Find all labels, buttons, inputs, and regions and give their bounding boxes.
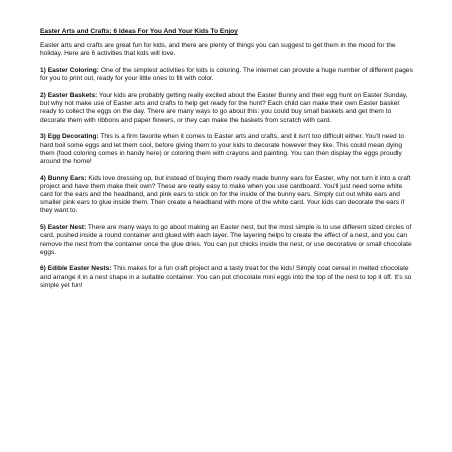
section-heading: 6) Edible Easter Nests: <box>40 265 112 273</box>
section-heading: 2) Easter Baskets: <box>40 92 98 100</box>
section-text: This makes for a fun craft project and a tasty treat for the kids! Simply coat cereal in melted chocolate and arrange it in a nest shape in a suitable container. You can put chocolate mini eggs into the top of the nest to top it off. It's so simple yet fun! <box>40 265 412 289</box>
section-easter-baskets <box>40 92 414 125</box>
document-title: Easter Arts and Crafts: 6 Ideas For You And Your Kids To Enjoy <box>40 28 238 35</box>
section-text: This is a firm favorite when it comes to Easter arts and crafts, and it isn't too difficult either. You'll need to hard boil some eggs and let them cool, before giving them to your kids to decorate however they like. This could mean dying them (food coloring comes in handy here) or coloring them with crayons and painting. You can then display the eggs proudly around the home! <box>40 133 404 165</box>
section-heading: 3) Egg Decorating: <box>40 133 99 141</box>
section-easter-nest <box>40 224 414 257</box>
section-text: Kids love dressing up, but instead of buying them ready made bunny ears for Easter, why not turn it into a craft project and have them make their own? These are really easy to make when you use cardboard. You'll just need some white card for the ears and the headband, and pink ears to stick on for the inside of the bunny ears. Simply cut out white ears and smaller pink ears to glue inside them. Then create a headband with more of the white card. Your kids can decorate the ears if they want to. <box>40 174 411 215</box>
document-page <box>40 28 414 299</box>
section-heading: 5) Easter Nest: <box>40 224 87 232</box>
section-text: Your kids are probably getting really excited about the Easter Bunny and their egg hunt on Easter Sunday, but why not make use of Easter arts and crafts to help get ready for the hunt? Each child can make their own Easter basket ready to collect the eggs on the day. There are many ways to go about this: you could buy small baskets and get them to decorate them with ribbons and paper flowers, or they can make the baskets from scratch with card. <box>40 92 408 124</box>
section-heading: 1) Easter Coloring: <box>40 67 99 75</box>
section-text: One of the simplest activities for kids is coloring. The internet can provide a huge number of different pages for you to print out, ready for your little ones to fill with color. <box>40 67 413 83</box>
section-easter-coloring <box>40 67 414 83</box>
section-edible-easter-nests <box>40 265 414 290</box>
section-heading: 4) Bunny Ears: <box>40 174 87 182</box>
section-bunny-ears <box>40 175 414 216</box>
section-text: There are many ways to go about making an Easter nest, but the most simple is to use different sized circles of card, pushed inside a round container and glued with each layer. The layering helps to create the effect of a nest, and you can remove the nest from the container once the glue dries. You can put chicks inside the nest, or use decorative or small chocolate eggs. <box>40 224 412 256</box>
section-egg-decorating <box>40 133 414 166</box>
intro-paragraph: Easter arts and crafts are great fun for kids, and there are plenty of things you can suggest to get them in the mood for the holiday. Here are 6 activities that kids will love. <box>40 42 396 58</box>
